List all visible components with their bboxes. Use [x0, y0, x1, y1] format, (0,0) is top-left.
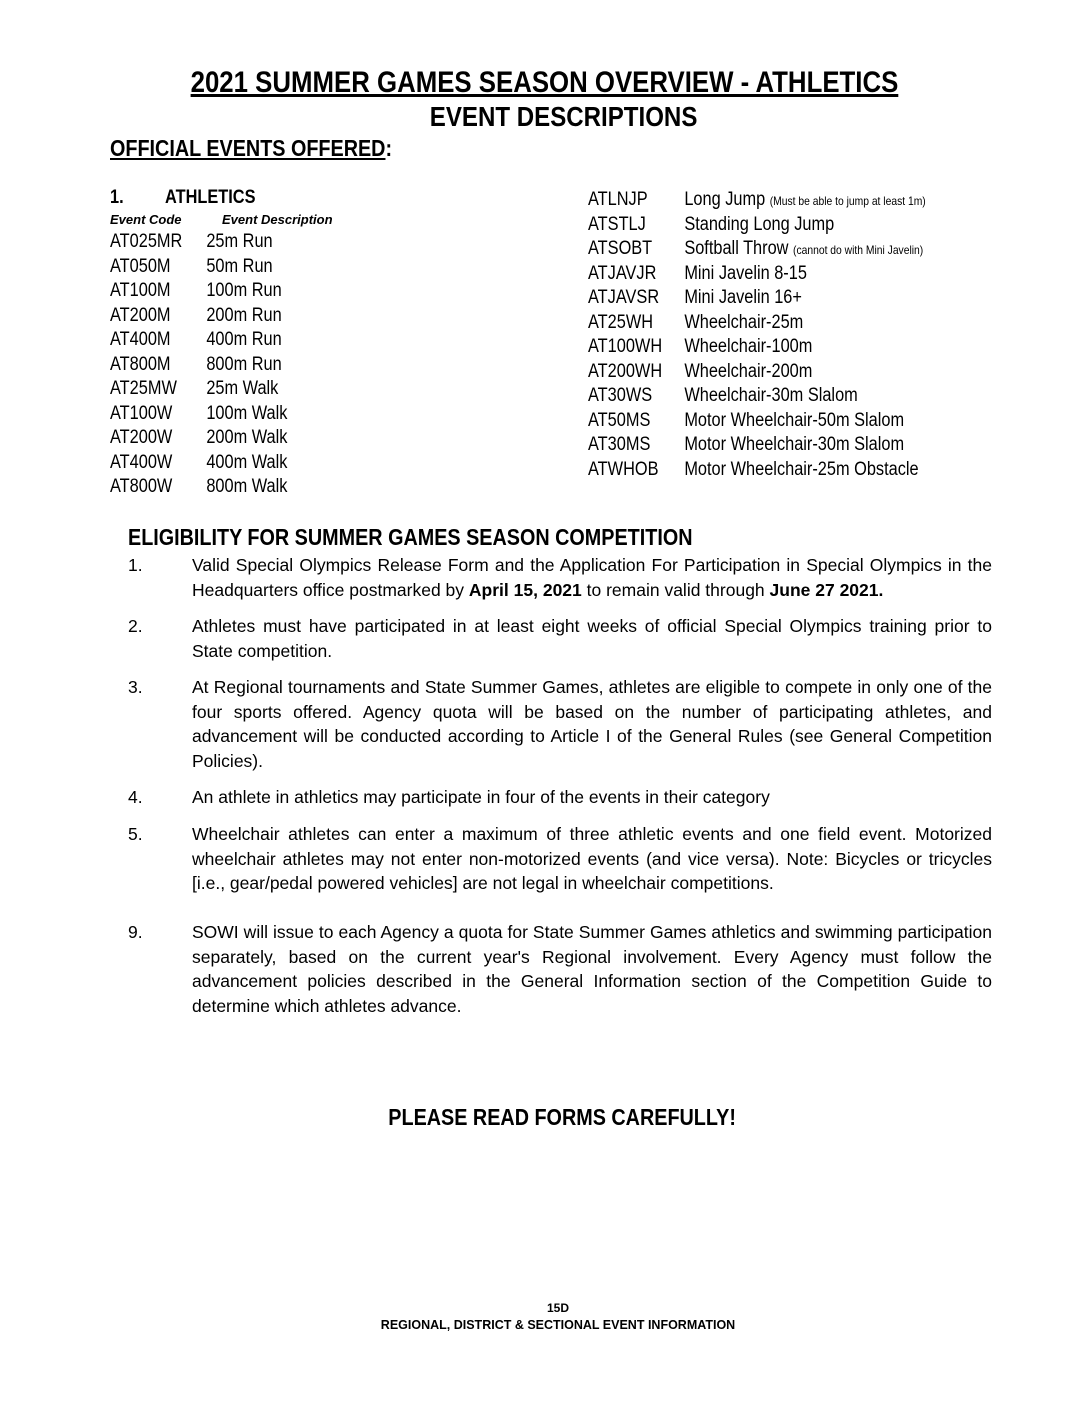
event-row	[588, 237, 981, 262]
event-code: AT50MS	[588, 409, 651, 431]
event-row	[588, 335, 981, 360]
event-description: Mini Javelin 16+	[684, 287, 802, 308]
event-code: AT25WH	[588, 311, 654, 333]
eligibility-item: 9. SOWI will issue to each Agency a quota for State Summer Games athletics and swimming participation separately, based on the current year's Regional involvement. Every Agency must follow the advancement policies described in the General Information section of the Competition Guide to determine which athletes advance.	[128, 922, 992, 1016]
event-row	[588, 409, 981, 434]
event-code: AT30WS	[588, 385, 653, 406]
event-code: ATJAVSR	[588, 287, 660, 308]
event-description: Motor Wheelchair-25m Obstacle	[684, 458, 919, 480]
event-code: AT25MW	[110, 378, 177, 399]
event-row	[110, 304, 316, 329]
event-description: Wheelchair-200m	[684, 360, 813, 382]
event-code: AT100W	[110, 402, 173, 424]
event-code: ATJAVJR	[588, 262, 657, 284]
event-row	[588, 384, 981, 409]
event-note: (Must be able to jump at least 1m)	[769, 194, 926, 208]
event-row	[110, 451, 316, 476]
page-title: 2021 SUMMER GAMES SEASON OVERVIEW - ATHLETICS	[190, 66, 898, 99]
closing-notice: PLEASE READ FORMS CAREFULLY!	[388, 1104, 736, 1130]
event-row	[588, 188, 981, 213]
event-row	[588, 458, 981, 483]
event-row	[588, 311, 981, 336]
event-code: AT800W	[110, 476, 173, 497]
event-row	[110, 402, 316, 427]
event-description: Long Jump	[684, 189, 766, 210]
event-code: AT200WH	[588, 360, 663, 382]
event-code: ATSTLJ	[588, 213, 646, 235]
event-code: AT30MS	[588, 434, 651, 455]
eligibility-item: 2. Athletes must have participated in at least eight weeks of official Special Olympics training prior to State competition.	[128, 616, 992, 661]
eligibility-heading: ELIGIBILITY FOR SUMMER GAMES SEASON COMPETITION	[128, 524, 693, 550]
event-description-column-header: Event Description	[222, 212, 333, 227]
event-code: ATSOBT	[588, 238, 653, 259]
event-description: Motor Wheelchair-30m Slalom	[684, 434, 905, 455]
event-row	[588, 213, 981, 238]
event-code: AT400M	[110, 329, 171, 350]
event-description: Mini Javelin 8-15	[684, 262, 807, 284]
right-event-list	[588, 188, 981, 482]
event-row	[588, 286, 981, 311]
event-description: Wheelchair-30m Slalom	[684, 385, 858, 406]
event-description: 25m Walk	[206, 378, 279, 399]
event-description: 200m Walk	[206, 427, 288, 448]
event-code: AT800M	[110, 353, 171, 375]
eligibility-item: 3. At Regional tournaments and State Summer Games, athletes are eligible to compete in only one of the four sports offered. Agency quota will be based on the number of participating athletes, and advancement will be conducted according to Article I of the General Rules (see General Competition Policies).	[128, 677, 992, 771]
event-code: AT100WH	[588, 336, 663, 357]
event-row	[110, 353, 316, 378]
event-row	[588, 433, 981, 458]
event-description: 50m Run	[206, 255, 273, 277]
event-description: 800m Walk	[206, 476, 288, 497]
event-code: AT200W	[110, 427, 173, 448]
page-footer: REGIONAL, DISTRICT & SECTIONAL EVENT INFORMATION	[380, 1318, 736, 1332]
event-code: AT050M	[110, 255, 171, 277]
eligibility-item: 5. Wheelchair athletes can enter a maximum of three athletic events and one field event. Motorized wheelchair athletes may not enter non-motorized events (and vice versa). Note: Bicycles or tricycles [i.e., gear/pedal powered vehicles] are not legal in wheelchair competitions.	[128, 824, 992, 893]
event-description: 100m Run	[206, 280, 282, 301]
eligibility-item: 1. Valid Special Olympics Release Form and the Application For Participation in Special Olympics in the Headquarters office postmarked by April 15, 2021 to remain valid through June 27 2021.	[128, 555, 992, 600]
event-code: AT400W	[110, 451, 173, 473]
event-description: Softball Throw	[684, 238, 789, 259]
event-description: Wheelchair-25m	[684, 311, 804, 333]
event-description: Standing Long Jump	[684, 213, 835, 235]
event-code: AT100M	[110, 280, 171, 301]
page-subtitle: EVENT DESCRIPTIONS	[430, 101, 698, 132]
event-code: AT200M	[110, 304, 171, 326]
event-row	[110, 279, 316, 304]
eligibility-item: 4. An athlete in athletics may participate in four of the events in their category	[128, 787, 770, 807]
event-description: 25m Run	[206, 231, 273, 252]
event-code-column-header: Event Code	[110, 212, 182, 227]
event-row	[110, 377, 316, 402]
event-description: Wheelchair-100m	[684, 336, 813, 357]
event-row	[588, 360, 981, 385]
event-description: Motor Wheelchair-50m Slalom	[684, 409, 905, 431]
event-description: 400m Walk	[206, 451, 288, 473]
event-row	[110, 230, 316, 255]
event-code: ATLNJP	[588, 189, 648, 210]
event-code: AT025MR	[110, 231, 183, 252]
event-row	[110, 328, 316, 353]
event-row	[110, 255, 316, 280]
event-description: 800m Run	[206, 353, 282, 375]
sport-heading: 1. ATHLETICS	[110, 187, 256, 208]
event-note: (cannot do with Mini Javelin)	[793, 243, 924, 257]
event-description: 400m Run	[206, 329, 282, 350]
event-row	[110, 426, 316, 451]
event-row	[588, 262, 981, 287]
event-code: ATWHOB	[588, 458, 659, 480]
event-description: 100m Walk	[206, 402, 288, 424]
official-events-heading: OFFICIAL EVENTS OFFERED:	[110, 135, 393, 161]
event-row	[110, 475, 316, 500]
event-description: 200m Run	[206, 304, 282, 326]
page-number: 15D	[546, 1301, 569, 1315]
left-event-list	[110, 230, 316, 500]
